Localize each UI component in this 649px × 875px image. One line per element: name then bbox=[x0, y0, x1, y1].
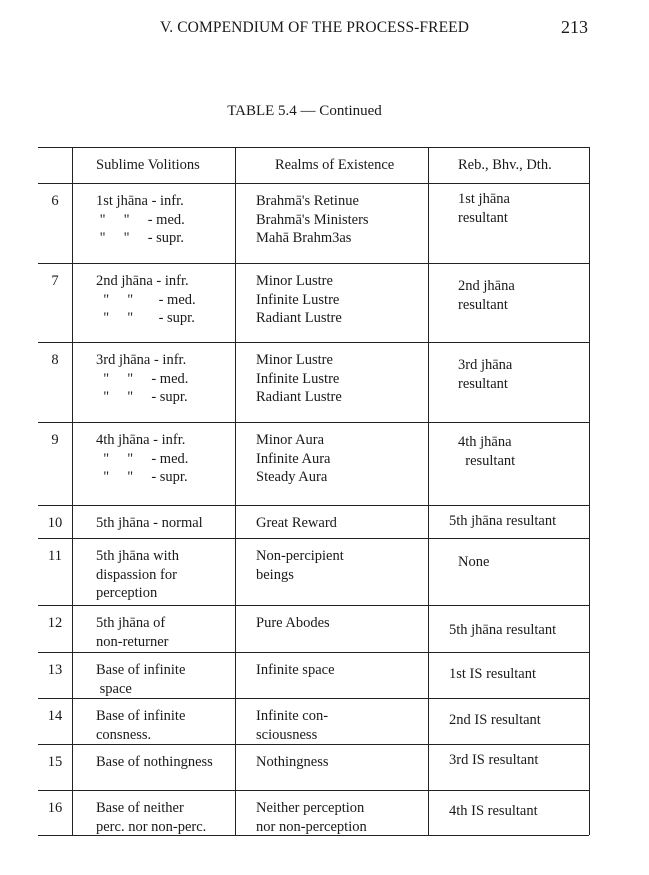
cell-realms-of-existence bbox=[256, 514, 337, 533]
cell-sublime-volitions-line: " " - med. bbox=[96, 450, 189, 467]
page-number: 213 bbox=[561, 17, 588, 37]
cell-reb-bhv-dth-line: 2nd jhāna bbox=[458, 278, 515, 294]
running-head: V. COMPENDIUM OF THE PROCESS-FREED bbox=[160, 19, 470, 36]
cell-realms-of-existence-line: Infinite Lustre bbox=[256, 291, 340, 308]
column-divider bbox=[235, 147, 236, 835]
row-number: 10 bbox=[47, 515, 63, 531]
row-divider bbox=[38, 263, 589, 264]
row-divider bbox=[38, 505, 589, 506]
cell-sublime-volitions-line: perception bbox=[96, 585, 158, 601]
cell-realms-of-existence-line: Infinite space bbox=[256, 662, 335, 678]
cell-realms-of-existence-line: Non-percipient bbox=[256, 548, 344, 564]
cell-sublime-volitions-line: " " - med. bbox=[96, 370, 189, 387]
cell-sublime-volitions-line: dispassion for bbox=[96, 566, 177, 583]
cell-sublime-volitions-line: 1st jhāna - infr. bbox=[96, 193, 184, 209]
cell-realms-of-existence-line: Brahmā's Retinue bbox=[256, 193, 359, 209]
cell-realms-of-existence bbox=[256, 272, 342, 328]
cell-realms-of-existence-line: Minor Lustre bbox=[256, 352, 333, 368]
cell-sublime-volitions bbox=[96, 272, 196, 328]
row-divider bbox=[38, 183, 589, 184]
table-top-rule bbox=[38, 147, 589, 148]
cell-sublime-volitions bbox=[96, 431, 188, 487]
row-number: 16 bbox=[47, 800, 63, 816]
cell-sublime-volitions-line: 3rd jhāna - infr. bbox=[96, 352, 187, 368]
cell-reb-bhv-dth-line: resultant bbox=[458, 296, 508, 313]
row-number: 9 bbox=[51, 432, 59, 448]
cell-realms-of-existence-line: Infinite con- bbox=[256, 708, 329, 724]
cell-realms-of-existence-line: Minor Lustre bbox=[256, 273, 333, 289]
cell-sublime-volitions-line: Base of infinite bbox=[96, 662, 186, 678]
cell-reb-bhv-dth bbox=[458, 356, 512, 393]
cell-sublime-volitions bbox=[96, 547, 179, 603]
cell-reb-bhv-dth bbox=[458, 190, 510, 227]
cell-reb-bhv-dth-line: 2nd IS resultant bbox=[449, 712, 541, 728]
cell-reb-bhv-dth-line: resultant bbox=[458, 452, 516, 469]
cell-sublime-volitions-line: " " - med. bbox=[96, 211, 185, 228]
cell-sublime-volitions bbox=[96, 707, 185, 744]
cell-sublime-volitions bbox=[96, 514, 203, 533]
row-number: 6 bbox=[51, 193, 59, 209]
cell-realms-of-existence bbox=[256, 707, 328, 744]
cell-reb-bhv-dth bbox=[458, 277, 515, 314]
cell-sublime-volitions-line: 5th jhāna of bbox=[96, 615, 166, 631]
row-number: 12 bbox=[47, 615, 63, 631]
header-reb-bhv-dth: Reb., Bhv., Dth. bbox=[458, 157, 552, 173]
row-number: 14 bbox=[47, 708, 63, 724]
cell-sublime-volitions-line: consness. bbox=[96, 726, 152, 743]
cell-realms-of-existence-line: Infinite Lustre bbox=[256, 370, 340, 387]
cell-reb-bhv-dth-line: 4th jhāna bbox=[458, 434, 512, 450]
cell-reb-bhv-dth-line: 3rd IS resultant bbox=[449, 752, 539, 768]
table-right-border bbox=[589, 147, 590, 835]
cell-sublime-volitions bbox=[96, 614, 168, 651]
cell-realms-of-existence-line: Radiant Lustre bbox=[256, 389, 342, 405]
cell-reb-bhv-dth-line: None bbox=[458, 554, 490, 570]
cell-sublime-volitions-line: " " - supr. bbox=[96, 230, 184, 246]
cell-sublime-volitions-line: perc. nor non-perc. bbox=[96, 818, 207, 835]
cell-reb-bhv-dth-line: 5th jhāna resultant bbox=[449, 622, 557, 638]
cell-reb-bhv-dth bbox=[449, 665, 536, 684]
row-number: 8 bbox=[51, 352, 59, 368]
cell-realms-of-existence-line: Minor Aura bbox=[256, 432, 325, 448]
row-divider bbox=[38, 538, 589, 539]
row-divider bbox=[38, 698, 589, 699]
cell-realms-of-existence-line: Brahmā's Ministers bbox=[256, 211, 369, 228]
cell-realms-of-existence-line: sciousness bbox=[256, 726, 318, 743]
row-divider bbox=[38, 790, 589, 791]
column-divider bbox=[72, 147, 73, 835]
cell-realms-of-existence-line: Neither perception bbox=[256, 800, 365, 816]
cell-reb-bhv-dth-line: 1st IS resultant bbox=[449, 666, 536, 682]
row-divider bbox=[38, 342, 589, 343]
cell-reb-bhv-dth bbox=[449, 711, 541, 730]
cell-realms-of-existence bbox=[256, 799, 367, 836]
cell-realms-of-existence-line: Great Reward bbox=[256, 515, 337, 531]
cell-reb-bhv-dth-line: resultant bbox=[458, 209, 508, 226]
row-number: 11 bbox=[48, 548, 62, 564]
cell-realms-of-existence bbox=[256, 753, 329, 772]
cell-realms-of-existence-line: Radiant Lustre bbox=[256, 310, 342, 326]
cell-realms-of-existence-line: Mahā Brahm3as bbox=[256, 230, 352, 246]
cell-sublime-volitions-line: 5th jhāna with bbox=[96, 548, 179, 564]
cell-sublime-volitions-line: " " - supr. bbox=[96, 389, 188, 405]
row-number: 7 bbox=[51, 273, 59, 289]
cell-reb-bhv-dth bbox=[458, 553, 489, 572]
cell-realms-of-existence-line: Steady Aura bbox=[256, 469, 328, 485]
header-sublime-volitions: Sublime Volitions bbox=[96, 157, 200, 173]
cell-reb-bhv-dth-line: resultant bbox=[458, 375, 508, 392]
cell-reb-bhv-dth bbox=[449, 512, 556, 531]
cell-sublime-volitions-line: 4th jhāna - infr. bbox=[96, 432, 186, 448]
row-number: 13 bbox=[47, 662, 63, 678]
cell-realms-of-existence-line: Infinite Aura bbox=[256, 450, 331, 467]
cell-sublime-volitions-line: space bbox=[96, 680, 132, 697]
table-caption bbox=[0, 103, 649, 120]
cell-sublime-volitions bbox=[96, 661, 185, 698]
cell-sublime-volitions-line: non-returner bbox=[96, 633, 169, 650]
cell-reb-bhv-dth-line: 5th jhāna resultant bbox=[449, 513, 557, 529]
row-divider bbox=[38, 605, 589, 606]
cell-realms-of-existence-line: Pure Abodes bbox=[256, 615, 330, 631]
cell-sublime-volitions-line: Base of infinite bbox=[96, 708, 186, 724]
cell-sublime-volitions bbox=[96, 351, 188, 407]
cell-sublime-volitions-line: " " - supr. bbox=[96, 469, 188, 485]
cell-realms-of-existence-line: beings bbox=[256, 566, 294, 583]
cell-sublime-volitions bbox=[96, 753, 213, 772]
cell-reb-bhv-dth-line: 3rd jhāna bbox=[458, 357, 513, 373]
cell-sublime-volitions bbox=[96, 192, 185, 248]
row-divider bbox=[38, 744, 589, 745]
cell-sublime-volitions-line: " " - supr. bbox=[96, 310, 195, 326]
row-divider bbox=[38, 422, 589, 423]
cell-realms-of-existence bbox=[256, 192, 369, 248]
cell-realms-of-existence bbox=[256, 351, 342, 407]
cell-reb-bhv-dth bbox=[449, 751, 538, 770]
row-divider bbox=[38, 652, 589, 653]
cell-sublime-volitions-line: Base of nothingness bbox=[96, 754, 213, 770]
cell-reb-bhv-dth bbox=[449, 802, 538, 821]
cell-realms-of-existence bbox=[256, 431, 331, 487]
cell-realms-of-existence bbox=[256, 661, 335, 680]
table-caption-text: TABLE 5.4 — Continued bbox=[227, 103, 382, 119]
header-realms-of-existence: Realms of Existence bbox=[275, 157, 395, 173]
cell-sublime-volitions-line: 5th jhāna - normal bbox=[96, 515, 203, 531]
cell-reb-bhv-dth bbox=[458, 433, 515, 470]
cell-realms-of-existence-line: nor non-perception bbox=[256, 818, 367, 835]
cell-reb-bhv-dth-line: 4th IS resultant bbox=[449, 803, 538, 819]
cell-reb-bhv-dth bbox=[449, 621, 556, 640]
cell-sublime-volitions bbox=[96, 799, 206, 836]
cell-sublime-volitions-line: Base of neither bbox=[96, 800, 184, 816]
row-number: 15 bbox=[47, 754, 63, 770]
cell-sublime-volitions-line: 2nd jhāna - infr. bbox=[96, 273, 189, 289]
cell-sublime-volitions-line: " " - med. bbox=[96, 291, 196, 308]
cell-realms-of-existence bbox=[256, 547, 344, 584]
column-divider bbox=[428, 147, 429, 835]
cell-realms-of-existence-line: Nothingness bbox=[256, 754, 329, 770]
cell-reb-bhv-dth-line: 1st jhāna bbox=[458, 191, 510, 207]
cell-realms-of-existence bbox=[256, 614, 330, 633]
